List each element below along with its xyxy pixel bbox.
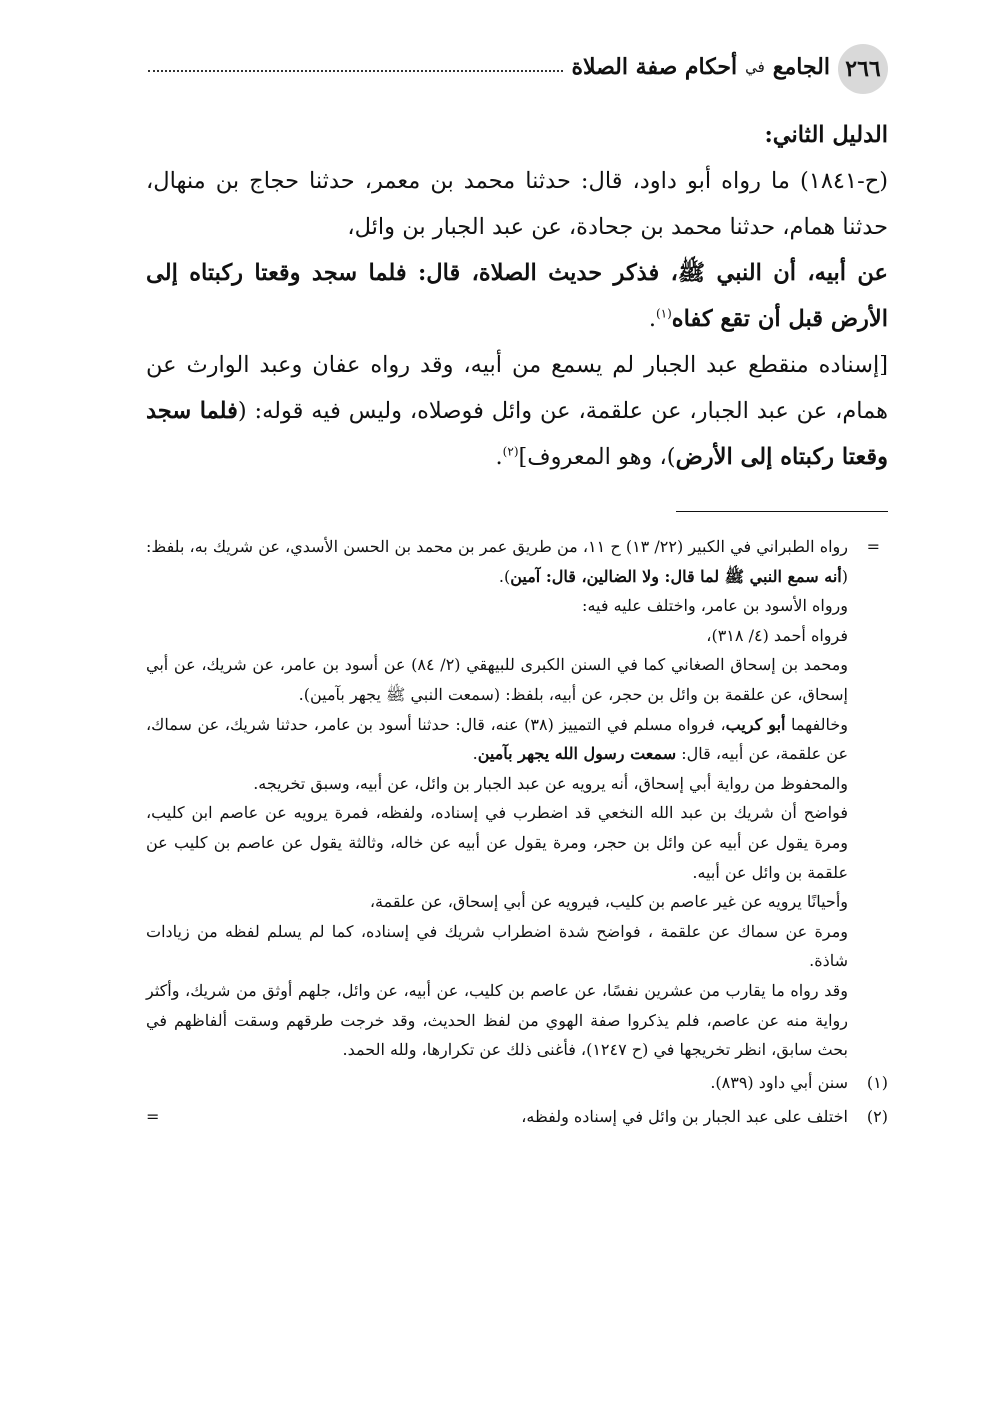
note-line: والمحفوظ من رواية أبي إسحاق، أنه يرويه عن عبد الجبار بن وائل، عن أبيه، وسبق تخريجه. <box>253 773 848 793</box>
carried-footnote <box>146 532 888 1065</box>
note-line: فواضح أن شريك بن عبد الله النخعي قد اضطرب في إسناده، ولفظه، فمرة يرويه عن عاصم ابن كليب، ومرة يقول عن أبيه عن وائل بن حجر، ومرة يقول عن أبيه عن خاله، وثالثة يقول عن عاصم بن كليب عن علقمة بن وائل عن أبيه. <box>146 803 849 882</box>
book-title-part2: في <box>745 58 765 76</box>
grading-text-a: [إسناده منقطع عبد الجبار لم يسمع من أبيه، وقد رواه عفان وعبد الوارث عن همام، عن عبد الجبار، عن علقمة، عن وائل فوصلاه، وليس فيه قوله: ( <box>146 352 889 424</box>
footnote-2 <box>146 1101 888 1133</box>
footnote-number: (٢) <box>866 1106 888 1126</box>
note-line: وقد رواه ما يقارب من عشرين نفسًا، عن عاصم بن كليب، عن أبيه، عن وائل، جلهم أوثق من شريك، وأكثر رواية منه عن عاصم، فلم يذكروا صفة الهوي من لفظ الحديث، وقد خرجت طرقهم وسقت ألفاظهم في بحث سابق، انظر تخريجها في (ح ١٢٤٧)، فأغنى ذلك عن تكرارها، ولله الحمد. <box>146 980 849 1060</box>
book-title-part1: الجامع <box>772 54 830 80</box>
continuation-mark: = <box>146 1106 160 1126</box>
hadith-matn <box>146 250 888 342</box>
running-title <box>148 54 830 80</box>
main-text <box>146 112 888 480</box>
footnote-ref-2[interactable]: (٢) <box>502 444 519 459</box>
grading-text-b: )، وهو المعروف] <box>518 444 676 470</box>
note-line: ومرة عن سماك عن علقمة ، فواضح شدة اضطراب شريك في إسناده، كما لم يسلم لفظه من زيادات شاذة. <box>146 921 848 971</box>
running-header <box>148 44 888 96</box>
footnote-ref-1[interactable]: (١) <box>655 306 672 321</box>
section-heading: الدليل الثاني: <box>764 122 888 148</box>
note-line <box>146 532 848 591</box>
book-title-part3: أحكام صفة الصلاة <box>571 54 738 80</box>
footnotes-area <box>146 532 888 1133</box>
page-number: ٢٦٦ <box>838 44 888 94</box>
note-text: ، فرواه مسلم في التمييز (٣٨) عنه، قال: حدثنا أسود بن عامر، حدثنا شريك، عن سماك، عن علقمة، عن أبيه، قال: <box>146 714 848 764</box>
footnote-separator <box>676 511 888 512</box>
note-text: ). <box>498 566 511 586</box>
note-line <box>146 710 848 769</box>
note-quote: أنه سمع النبي ﷺ لما قال: ولا الضالين، قال: آمين <box>510 566 842 586</box>
hadith-matn-end: . <box>648 306 656 332</box>
grading-end: . <box>495 444 503 470</box>
note-text: وخالفهما <box>785 714 849 734</box>
hadith-grading <box>146 342 888 480</box>
note-line: فرواه أحمد (٤/ ٣١٨)، <box>706 625 848 645</box>
note-narrator: أبو كريب <box>725 714 786 734</box>
note-line: ومحمد بن إسحاق الصغاني كما في السنن الكبرى للبيهقي (٢/ ٨٤) عن أسود بن عامر، عن شريك، عن أبي إسحاق، عن علقمة بن وائل بن حجر، عن أبيه، بلفظ: (سمعت النبي ﷺ يجهر بآمين). <box>146 655 849 704</box>
hadith-matn-text: عن أبيه، أن النبي ﷺ، فذكر حديث الصلاة، قال: فلما سجد وقعتا ركبتاه إلى الأرض قبل أن تقع كفاه <box>146 260 888 332</box>
hadith-isnad: (ح-١٨٤١) ما رواه أبو داود، قال: حدثنا محمد بن معمر، حدثنا حجاج بن منهال، حدثنا همام، حدثنا محمد بن جحادة، عن عبد الجبار بن وائل، <box>146 168 888 240</box>
note-text: رواه الطبراني في الكبير (٢٢/ ١٣) ح ١١، من طريق عمر بن محمد بن الحسن الأسدي، عن شريك به، بلفظ: ( <box>146 537 848 586</box>
footnote-text: سنن أبي داود (٨٣٩). <box>710 1072 848 1092</box>
header-dotted-leader <box>148 70 563 72</box>
note-line: ورواه الأسود بن عامر، واختلف عليه فيه: <box>582 596 848 616</box>
grading-quote: فلما سجد وقعتا ركبتاه إلى الأرض <box>146 398 888 470</box>
note-line: وأحيانًا يرويه عن غير عاصم بن كليب، فيرويه عن أبي إسحاق، عن علقمة، <box>369 892 848 912</box>
continuation-mark: = <box>866 537 880 556</box>
footnote-1 <box>146 1067 888 1099</box>
footnote-text: اختلف على عبد الجبار بن وائل في إسناده ولفظه، <box>521 1106 848 1126</box>
note-text: . <box>472 744 478 764</box>
note-quote: سمعت رسول الله يجهر بآمين <box>477 744 677 764</box>
footnote-number: (١) <box>866 1072 888 1092</box>
